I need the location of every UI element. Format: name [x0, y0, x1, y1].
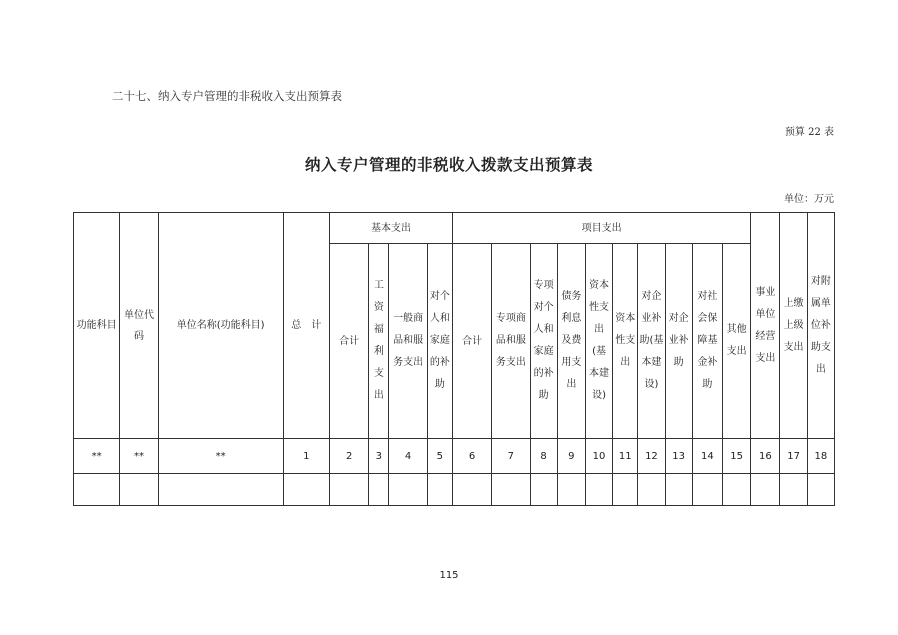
table-cell: **: [120, 439, 158, 474]
table-cell: [780, 474, 807, 506]
group-header-basic: 基本支出: [329, 213, 452, 244]
table-cell: 8: [530, 439, 557, 474]
col-header: 专项 对个 人和 家庭 的补 助: [530, 244, 557, 439]
section-heading: 二十七、纳入专户管理的非税收入支出预算表: [112, 89, 342, 103]
col-header: 合计: [329, 244, 368, 439]
table-cell: [283, 474, 329, 506]
table-cell: 9: [557, 439, 585, 474]
table-cell: 7: [492, 439, 530, 474]
table-cell: 18: [807, 439, 834, 474]
col-header: 事业 单位 经营 支出: [751, 213, 780, 439]
table-cell: **: [158, 439, 283, 474]
table-cell: 10: [585, 439, 612, 474]
table-cell: 2: [329, 439, 368, 474]
table-cell: 5: [427, 439, 452, 474]
table-cell: [427, 474, 452, 506]
table-row: [74, 439, 835, 474]
col-header: 其他 支出: [722, 244, 750, 439]
table-title: 纳入专户管理的非税收入拨款支出预算表: [304, 156, 593, 174]
col-header: 一般商 品和服 务支出: [389, 244, 427, 439]
table-cell: **: [74, 439, 120, 474]
table-cell: 15: [722, 439, 750, 474]
table-cell: [389, 474, 427, 506]
col-header: 上缴 上级 支出: [780, 213, 807, 439]
table-cell: [492, 474, 530, 506]
col-header: 对附 属单 位补 助支 出: [807, 213, 834, 439]
table-cell: [557, 474, 585, 506]
table-cell: 11: [613, 439, 638, 474]
col-header: 单位代码: [120, 213, 158, 439]
table-cell: [807, 474, 834, 506]
table-cell: 6: [452, 439, 491, 474]
table-cell: [329, 474, 368, 506]
table-cell: [751, 474, 780, 506]
table-cell: 1: [283, 439, 329, 474]
table-cell: [369, 474, 389, 506]
table-cell: 4: [389, 439, 427, 474]
col-header: 资本 性支 出 (基 本建 设): [585, 244, 612, 439]
table-cell: [692, 474, 722, 506]
table-cell: 12: [638, 439, 665, 474]
col-header: 功能科目: [74, 213, 120, 439]
col-header: 债务 利息 及费 用支 出: [557, 244, 585, 439]
table-cell: 13: [665, 439, 692, 474]
table-cell: [74, 474, 120, 506]
table-row-empty: [74, 474, 835, 506]
col-header: 工 资 福 利 支 出: [369, 244, 389, 439]
col-header: 对企 业补 助(基 本建 设): [638, 244, 665, 439]
table-cell: 16: [751, 439, 780, 474]
col-header: 专项商 品和服 务支出: [492, 244, 530, 439]
table-cell: [665, 474, 692, 506]
col-header: 单位名称(功能科目): [158, 213, 283, 439]
table-cell: [613, 474, 638, 506]
col-header: 对社 会保 障基 金补 助: [692, 244, 722, 439]
table-number: 预算 22 表: [784, 127, 834, 138]
col-header: 资本 性支 出: [613, 244, 638, 439]
table-cell: [722, 474, 750, 506]
table-cell: [452, 474, 491, 506]
table-cell: [638, 474, 665, 506]
col-header: 合计: [452, 244, 491, 439]
table-cell: [158, 474, 283, 506]
table-cell: [120, 474, 158, 506]
col-header: 总 计: [283, 213, 329, 439]
group-header-project: 项目支出: [452, 213, 750, 244]
unit-label: 单位：万元: [784, 194, 834, 205]
col-header: 对企 业补 助: [665, 244, 692, 439]
budget-table: [73, 212, 835, 506]
table-cell: 3: [369, 439, 389, 474]
col-header: 对个 人和 家庭 的补 助: [427, 244, 452, 439]
table-cell: [530, 474, 557, 506]
table-cell: [585, 474, 612, 506]
page-number: 115: [439, 570, 459, 581]
table-cell: 14: [692, 439, 722, 474]
table-cell: 17: [780, 439, 807, 474]
